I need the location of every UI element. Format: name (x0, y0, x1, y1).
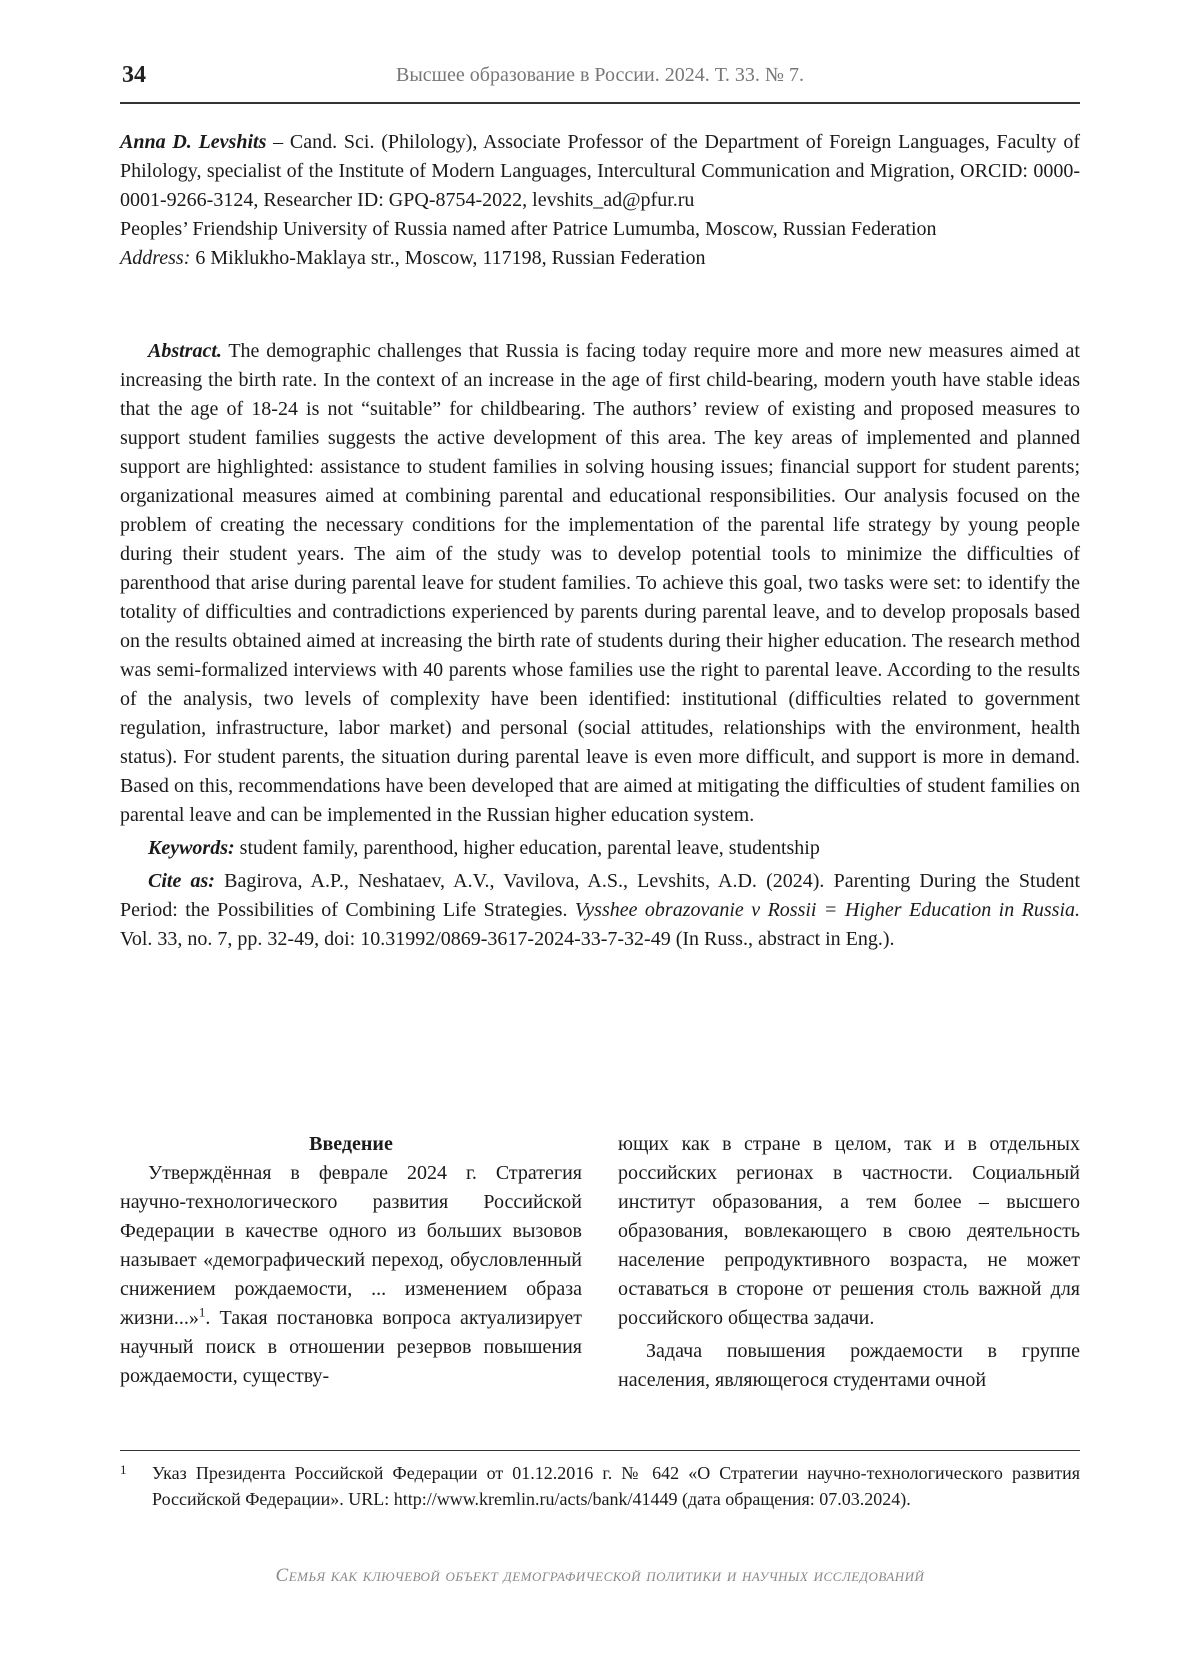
journal-title: Высшее образование в России. 2024. Т. 33. № 7. (395, 64, 804, 86)
body-column-right (618, 1130, 1080, 1395)
author-bio (120, 128, 1080, 215)
body-column-left (120, 1130, 582, 1391)
address-text: 6 Miklukho-Maklaya str., Moscow, 117198, Russian Federation (190, 247, 706, 269)
cite-text-2: Vol. 33, no. 7, pp. 32-49, doi: 10.31992/0869-3617-2024-33-7-32-49 (In Russ., abstract in Eng.). (120, 928, 895, 950)
footnote-text: Указ Президента Российской Федерации от 01.12.2016 г. № 642 «О Стратегии научно-технологического развития Российской Федерации». URL: http://www.kremlin.ru/acts/bank/41449 (дата обращения: 07.03.2024). (152, 1463, 1080, 1509)
intro-paragraph-1 (120, 1159, 582, 1391)
abstract-block (120, 337, 1080, 954)
footnote-ref[interactable]: 1 (198, 1304, 206, 1320)
paper-page (120, 0, 1080, 1658)
author-info (120, 128, 1080, 273)
author-affiliation: Peoples’ Friendship University of Russia named after Patrice Lumumba, Moscow, Russian Federation (120, 218, 937, 240)
footnote (120, 1460, 1080, 1512)
cite-label: Cite as: (148, 870, 215, 892)
footnote-mark: 1 (120, 1462, 127, 1477)
keywords-label: Keywords: (148, 837, 235, 859)
intro-paragraph-2: Задача повышения рождаемости в группе населения, являющегося студентами очной (618, 1340, 1080, 1391)
citation (120, 867, 1080, 954)
page-number: 34 (122, 62, 146, 88)
abstract-label: Abstract. (148, 340, 222, 362)
section-heading: Введение (309, 1133, 393, 1155)
intro-paragraph-continued: ющих как в стране в целом, так и в отдельных российских регионах в частности. Социальный институт образования, а тем более – высшего образования, вовлекающего в свою деятельность население репродуктивного возраста, не может оставаться в стороне от решения столь важной для российского общества задачи. (618, 1133, 1080, 1329)
author-bio-text: – Cand. Sci. (Philology), Associate Professor of the Department of Foreign Languages, Faculty of Philology, specialist of the Institute of Modern Languages, Intercultural Communication and Migration, ORCID: 0000-0001-9266-3124, Researcher ID: GPQ-8754-2022, levshits_ad@pfur.ru (120, 131, 1080, 211)
cite-text-1: Bagirova, A.P., Neshataev, A.V., Vavilova, A.S., Levshits, A.D. (2024). Parenting During the Student Period: the Possibilities of Combining Life Strategies. (120, 870, 1081, 921)
running-footer: Семья как ключевой объект демографической политики и научных исследований (275, 1565, 925, 1586)
abstract-text: The demographic challenges that Russia is facing today require more and more new measures aimed at increasing the birth rate. In the context of an increase in the age of first child-bearing, modern youth have stable ideas that the age of 18-24 is not “suitable” for childbearing. The authors’ review of existing and proposed measures to support student families suggests the active development of this area. The key areas of implemented and planned support are highlighted: assistance to student families in solving housing issues; financial support for student parents; organizational measures aimed at combining parental and educational responsibilities. Our analysis focused on the problem of creating the necessary conditions for the implementation of the parental life strategy by young people during their student years. The aim of the study was to develop potential tools to minimize the difficulties of parenthood that arise during parental leave for student families. To achieve this goal, two tasks were set: to identify the totality of difficulties and contradictions experienced by parents during parental leave, and to develop proposals based on the results obtained aimed at increasing the birth rate of students during their higher education. The research method was semi-formalized interviews with 40 parents whose families use the right to parental leave. According to the results of the analysis, two levels of complexity have been identified: institutional (difficulties related to government regulation, infrastructure, labor market) and personal (social attitudes, relationships with the environment, health status). For student parents, the situation during parental leave is even more difficult, and support is more in demand. Based on this, recommendations have been developed that are aimed at mitigating the difficulties of student families on parental leave and can be implemented in the Russian higher education system. (120, 340, 1080, 826)
address-label: Address: (120, 247, 191, 269)
intro-text-a: Утверждённая в феврале 2024 г. Стратегия научно-технологического развития Российской Федерации в качестве одного из больших вызовов называет «демографический переход, обусловленный снижением рождаемости, ... изменением образа жизни...» (120, 1162, 582, 1329)
author-name: Anna D. Levshits (120, 131, 267, 153)
author-address (120, 244, 1080, 273)
footnote-divider (120, 1450, 1080, 1451)
keywords-text: student family, parenthood, higher education, parental leave, studentship (234, 837, 820, 859)
intro-text-b: . Такая постановка вопроса актуализирует научный поиск в отношении резервов повышения рождаемости, существу- (120, 1307, 582, 1387)
keywords (120, 834, 1080, 863)
running-header (120, 62, 1080, 104)
cite-journal: Vysshee obrazovanie v Rossii = Higher Education in Russia. (574, 899, 1080, 921)
abstract (120, 337, 1080, 830)
